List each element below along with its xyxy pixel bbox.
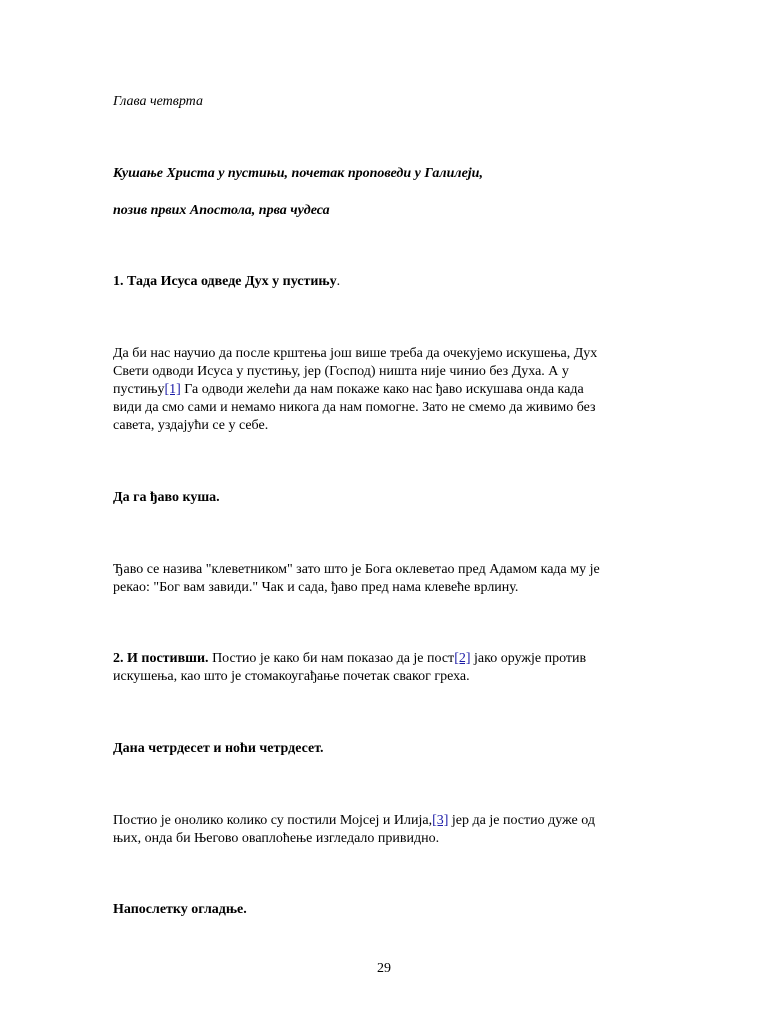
verse-1-heading-end: . xyxy=(336,274,341,289)
section-3-commentary-line-2: њих, онда би Његово оваплоћење изгледало привидно. xyxy=(113,831,440,846)
section-2-commentary-line-2: рекао: "Бог вам завиди." Чак и сада, ђаво пред нама клевеће врлину. xyxy=(113,580,519,595)
verse-1-commentary-line-2: Свети одводи Исуса у пустињу, јер (Господ) ништа није чинио без Духа. А у xyxy=(113,364,569,379)
verse-1-line-3-pre: пустињу xyxy=(113,382,165,397)
verse-2-line-1-pre: Постио је како би нам показао да је пост xyxy=(208,651,455,666)
footnote-link-2[interactable]: [2] xyxy=(454,651,471,666)
section-3-heading: Дана четрдесет и ноћи четрдесет. xyxy=(113,741,324,756)
verse-2-line-1 xyxy=(113,650,586,668)
verse-1-line-3-post: Га одводи желећи да нам покаже како нас ђаво искушава онда када xyxy=(180,382,584,397)
section-2-heading: Да га ђаво куша. xyxy=(113,490,220,505)
page-number: 29 xyxy=(377,961,391,976)
chapter-label: Глава четврта xyxy=(113,94,203,109)
section-3-line-1-post: јер да је постио дуже од xyxy=(448,813,595,828)
verse-2-line-1-post: јако оружје против xyxy=(470,651,587,666)
section-3-commentary-line-1 xyxy=(113,812,595,830)
section-2-commentary-line-1: Ђаво се назива "клеветником" зато што је Бога оклеветао пред Адамом када му је xyxy=(113,562,600,577)
footnote-link-1[interactable]: [1] xyxy=(164,382,181,397)
verse-2-line-2: искушења, као што је стомакоугађање почетак сваког греха. xyxy=(113,669,470,684)
verse-1-heading-text: 1. Тада Исуса одведе Дух у пустињу xyxy=(113,274,337,289)
verse-1-commentary-line-5: савета, уздајући се у себе. xyxy=(113,418,269,433)
verse-1-commentary-line-1: Да би нас научио да после крштења још више треба да очекујемо искушења, Дух xyxy=(113,346,598,361)
verse-1-heading xyxy=(113,273,340,291)
verse-1-commentary-line-3 xyxy=(113,381,584,399)
chapter-title-line-2: позив првих Апостола, прва чудеса xyxy=(113,203,330,218)
verse-1-commentary-line-4: види да смо сами и немамо никога да нам помогне. Зато не смемо да живимо без xyxy=(113,400,596,415)
section-4-heading: Напослетку огладње. xyxy=(113,902,247,917)
chapter-title-line-1: Кушање Христа у пустињи, почетак проповеди у Галилеји, xyxy=(113,166,483,181)
footnote-link-3[interactable]: [3] xyxy=(432,813,449,828)
section-3-line-1-pre: Постио је онолико колико су постили Мојсеј и Илија, xyxy=(113,813,433,828)
verse-2-heading: 2. И постивши. xyxy=(113,651,209,666)
